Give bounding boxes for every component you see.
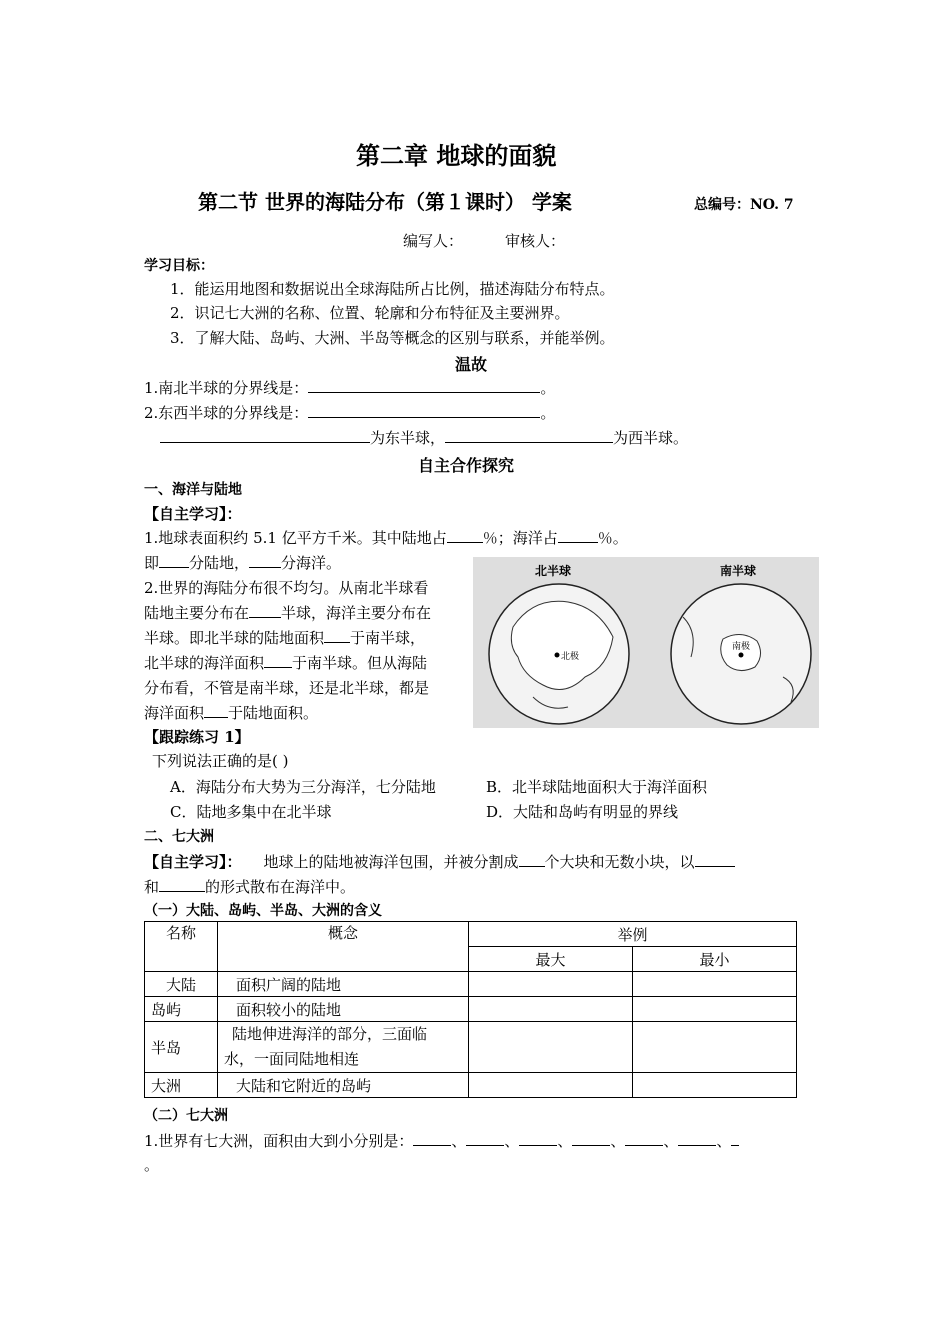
north-pole-dot (555, 653, 560, 658)
row-concept: 大陆和它附近的岛屿 (218, 1073, 469, 1098)
review-q1 (144, 377, 555, 398)
row-min-cell[interactable] (633, 972, 797, 997)
continent-blank-2[interactable] (466, 1130, 504, 1146)
distribution-line-3 (144, 627, 425, 648)
row-min-cell[interactable] (633, 1022, 797, 1073)
land-compare-blank[interactable] (324, 627, 350, 643)
hemispheres-map (473, 557, 819, 728)
dist-text-9: 于陆地面积。 (228, 704, 319, 722)
ratio-text-b: 分陆地， (189, 554, 250, 572)
sep-3: 、 (557, 1132, 573, 1150)
land-percent-blank[interactable] (447, 527, 483, 543)
sub1-heading: （一）大陆、岛屿、半岛、大洲的含义 (144, 903, 382, 919)
page-title: 第二章 地球的面貌 (356, 141, 557, 170)
south-label: 南半球 (720, 564, 757, 578)
row-concept-line-1: 陆地伸进海洋的部分，三面临 (232, 1025, 428, 1043)
intro-text-c: 和 (144, 878, 160, 896)
review-q2-end: 。 (540, 404, 556, 422)
distribution-line-4 (144, 652, 427, 673)
ratio-text-a: 即 (144, 554, 160, 572)
ocean-compare-blank[interactable] (264, 652, 292, 668)
row-max-cell[interactable] (469, 997, 633, 1022)
intro-text-a: 地球上的陆地被海洋包围，并被分割成 (263, 853, 519, 871)
continent-blank-3[interactable] (519, 1130, 557, 1146)
distribution-line-5: 分布看，不管是南半球，还是北半球，都是 (144, 679, 430, 697)
dist-text-4: 于南半球， (350, 629, 426, 647)
review-q2 (144, 402, 555, 423)
dist-text-8: 海洋面积 (144, 704, 205, 722)
percent-end: ％。 (597, 529, 628, 547)
review-q2-text: 2.东西半球的分界线是： (144, 404, 309, 422)
dist-text-5: 北半球的海洋面积 (144, 654, 265, 672)
dist-text-2: 半球，海洋主要分布在 (281, 604, 432, 622)
review-q3-east: 为东半球， (370, 429, 446, 447)
objective-1: 1．能运用地图和数据说出全球海陆所占比例，描述海陆分布特点。 (170, 280, 615, 298)
row-concept (218, 1022, 469, 1073)
row-max-cell[interactable] (469, 1073, 633, 1098)
distribution-line-2 (144, 602, 431, 623)
objective-3: 3．了解大陆、岛屿、大洲、半岛等概念的区别与联系，并能举例。 (170, 329, 615, 347)
form-blank-1[interactable] (695, 851, 735, 867)
row-name: 大洲 (145, 1073, 218, 1098)
continent-blank-7[interactable] (731, 1130, 739, 1146)
option-d[interactable]: D．大陆和岛屿有明显的界线 (486, 803, 679, 821)
distribution-line-1: 2.世界的海陆分布很不均匀。从南北半球看 (144, 579, 429, 597)
self-study-label-2: 【自主学习】： (144, 853, 242, 871)
sep-4: 、 (610, 1132, 626, 1150)
intro-text-b: 个大块和无数小块，以 (544, 853, 695, 871)
row-min-cell[interactable] (633, 1073, 797, 1098)
practice-label: 【跟踪练习 1】 (144, 728, 250, 746)
ocean-ratio-blank[interactable] (249, 552, 281, 568)
ratio-line (144, 552, 341, 573)
south-pole-dot (739, 653, 744, 658)
sub2-heading: （二）七大洲 (144, 1108, 228, 1124)
review-q3-west: 为西半球。 (613, 429, 689, 447)
reviewer-label: 审核人： (505, 232, 566, 250)
header-concept: 概念 (218, 922, 469, 972)
east-hemisphere-blank[interactable] (160, 427, 370, 443)
review-q1-blank[interactable] (308, 377, 540, 393)
ocean-percent-blank[interactable] (558, 527, 598, 543)
hemispheres-map-svg (473, 557, 819, 728)
option-a[interactable]: A．海陆分布大势为三分海洋，七分陆地 (170, 778, 436, 796)
area-compare-blank[interactable] (204, 702, 228, 718)
sep-6: 、 (716, 1132, 732, 1150)
ocean-text: ％；海洋占 (482, 529, 558, 547)
north-pole-label: 北极 (561, 652, 580, 662)
area-line (144, 527, 628, 548)
continents-order-end: 。 (144, 1156, 160, 1174)
continent-blank-4[interactable] (572, 1130, 610, 1146)
row-min-cell[interactable] (633, 997, 797, 1022)
antarctica (721, 634, 761, 670)
table-row (145, 1022, 797, 1073)
continent-blank-6[interactable] (678, 1130, 716, 1146)
continent-blank-5[interactable] (625, 1130, 663, 1146)
dist-text-1: 陆地主要分布在 (144, 604, 250, 622)
row-name: 半岛 (145, 1022, 218, 1073)
dist-text-6: 于南半球。但从海陆 (292, 654, 428, 672)
option-c[interactable]: C．陆地多集中在北半球 (170, 803, 332, 821)
review-q3 (160, 427, 688, 448)
header-min: 最小 (633, 947, 797, 972)
land-ratio-blank[interactable] (159, 552, 189, 568)
intro-text-d: 的形式散布在海洋中。 (205, 878, 356, 896)
row-name: 岛屿 (145, 997, 218, 1022)
continents-intro-2 (144, 876, 355, 897)
row-max-cell[interactable] (469, 972, 633, 997)
review-heading: 温故 (455, 355, 488, 374)
part1-heading: 一、海洋与陆地 (144, 482, 242, 498)
continents-order-line (144, 1130, 739, 1151)
north-label: 北半球 (535, 564, 572, 578)
row-concept: 面积较小的陆地 (218, 997, 469, 1022)
sep-5: 、 (663, 1132, 679, 1150)
writer-label: 编写人： (403, 232, 464, 250)
part2-heading: 二、七大洲 (144, 829, 214, 845)
row-concept-line-2: 水，一面同陆地相连 (224, 1050, 360, 1068)
header-example: 举例 (469, 922, 797, 947)
south-pole-label: 南极 (732, 642, 751, 652)
land-hemisphere-blank[interactable] (249, 602, 281, 618)
objectives-heading: 学习目标： (144, 258, 214, 274)
table-row (145, 1073, 797, 1098)
objective-2: 2．识记七大洲的名称、位置、轮廓和分布特征及主要洲界。 (170, 304, 570, 322)
header-max: 最大 (469, 947, 633, 972)
large-blocks-blank[interactable] (519, 851, 545, 867)
row-concept: 面积广阔的陆地 (218, 972, 469, 997)
row-name: 大陆 (145, 972, 218, 997)
continents-intro-1 (144, 851, 735, 872)
review-q2-blank[interactable] (308, 402, 540, 418)
review-q1-end: 。 (540, 379, 556, 397)
table-row (145, 997, 797, 1022)
page-subtitle: 第二节 世界的海陆分布（第１课时） 学案 (198, 190, 572, 214)
sep-2: 、 (504, 1132, 520, 1150)
self-study-label: 【自主学习】： (144, 505, 242, 523)
west-hemisphere-blank[interactable] (445, 427, 613, 443)
area-text: 1.地球表面积约 5.1 亿平方千米。其中陆地占 (144, 529, 447, 547)
continents-order-text: 1.世界有七大洲，面积由大到小分别是： (144, 1132, 414, 1150)
row-max-cell[interactable] (469, 1022, 633, 1073)
sep-1: 、 (451, 1132, 467, 1150)
table-row (145, 972, 797, 997)
distribution-line-6 (144, 702, 318, 723)
continent-blank-1[interactable] (413, 1130, 451, 1146)
option-b[interactable]: B．北半球陆地面积大于海洋面积 (486, 778, 708, 796)
form-blank-2[interactable] (159, 876, 205, 892)
concepts-table (144, 921, 797, 1098)
header-name: 名称 (145, 922, 218, 972)
practice-question: 下列说法正确的是( ) (152, 752, 289, 770)
ratio-text-c: 分海洋。 (281, 554, 342, 572)
review-q1-text: 1.南北半球的分界线是： (144, 379, 309, 397)
explore-heading: 自主合作探究 (418, 456, 515, 475)
serial-number: 总编号：NO. 7 (694, 197, 794, 213)
dist-text-3: 半球。即北半球的陆地面积 (144, 629, 325, 647)
